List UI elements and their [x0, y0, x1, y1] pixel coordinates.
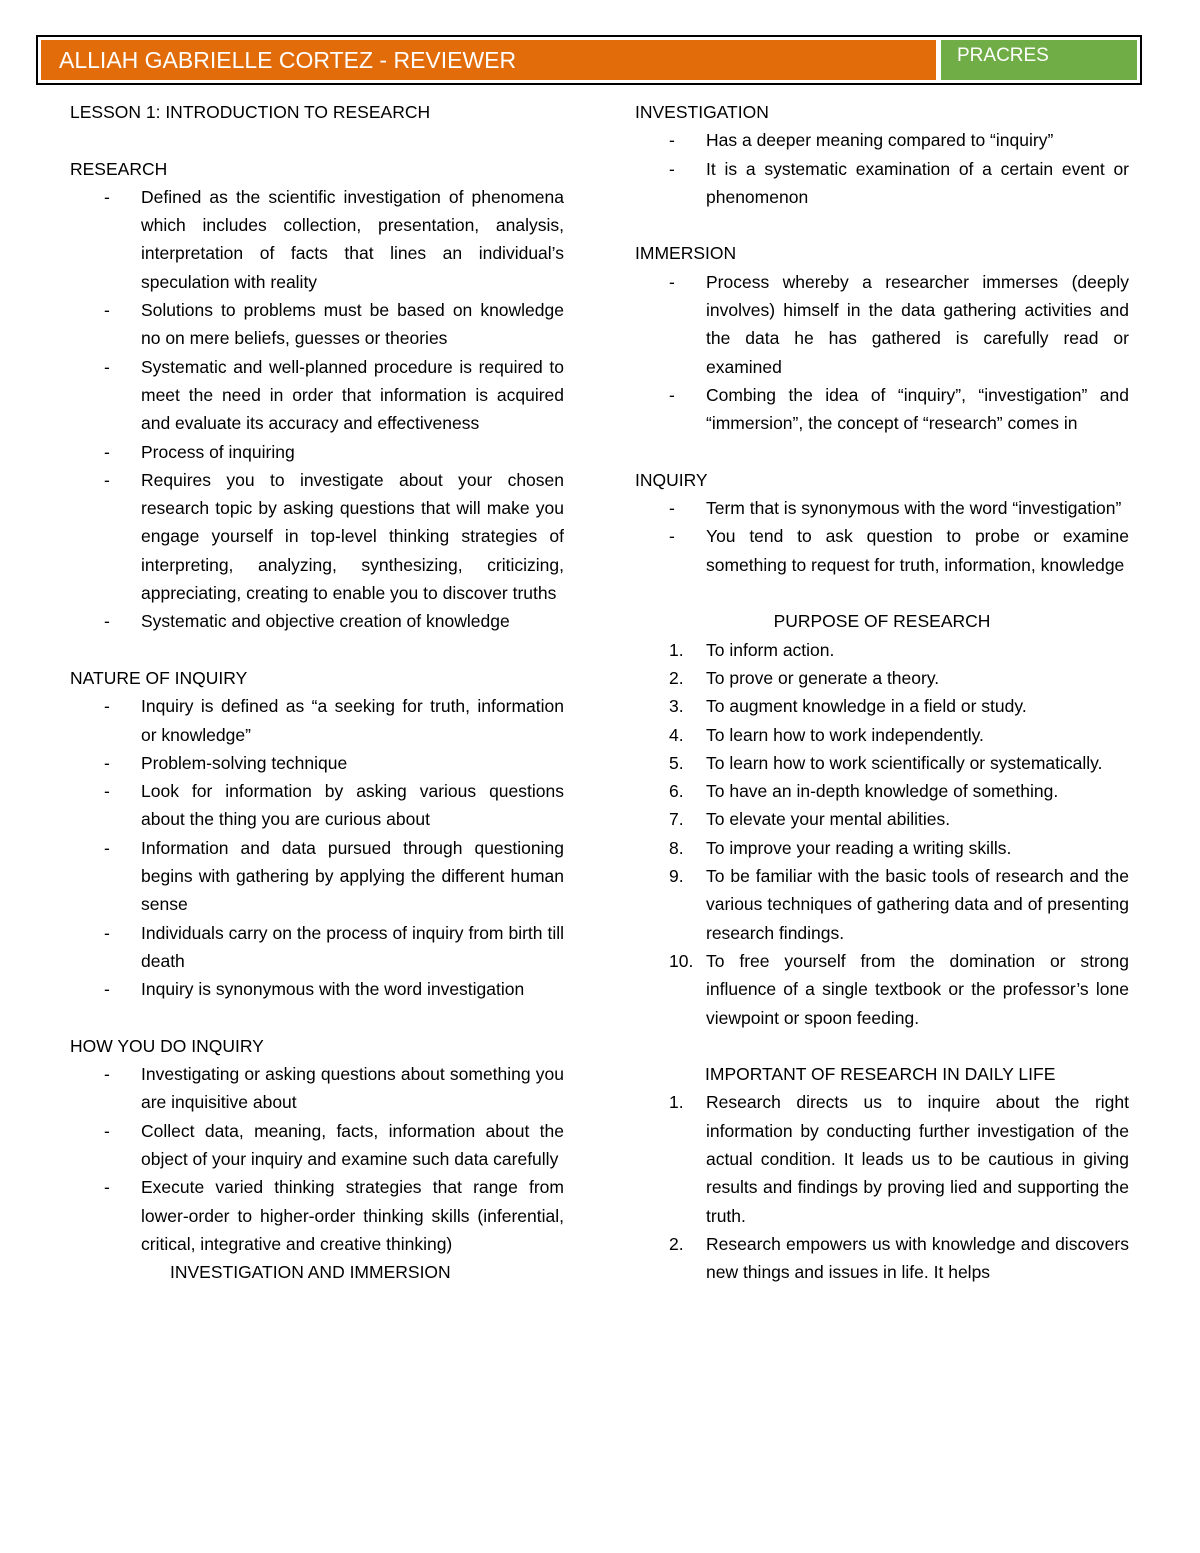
list-item: - Solutions to problems must be based on knowledge no on mere beliefs, guesses or theories: [70, 296, 564, 353]
section-heading-investigation: INVESTIGATION: [635, 102, 769, 122]
list-item: - Process whereby a researcher immerses (deeply involves) himself in the data gathering activities and the data he has gathered is carefully read or examined: [635, 268, 1129, 381]
item-text: To prove or generate a theory.: [706, 667, 940, 688]
list-item: [635, 862, 1129, 947]
important-list: [635, 1088, 1129, 1286]
list-item: - Systematic and objective creation of knowledge: [70, 607, 564, 635]
section-heading-purpose-of-research: PURPOSE OF RESEARCH: [773, 611, 991, 632]
item-text: To be familiar with the basic tools of research and the various techniques of gathering data and of presenting research findings.: [706, 866, 1129, 943]
list-item: - You tend to ask question to probe or examine something to request for truth, information, knowledge: [635, 522, 1129, 579]
item-number: 10.: [669, 950, 694, 971]
item-number: 6.: [669, 781, 684, 802]
item-number: 9.: [669, 866, 684, 887]
item-number: 5.: [669, 752, 684, 773]
section-heading-investigation-and-immersion: INVESTIGATION AND IMMERSION: [170, 1262, 451, 1283]
section-heading-important-of-research: IMPORTANT OF RESEARCH IN DAILY LIFE: [705, 1064, 1056, 1085]
list-item: - Term that is synonymous with the word “investigation”: [635, 494, 1129, 522]
list-item: - It is a systematic examination of a certain event or phenomenon: [635, 155, 1129, 212]
list-item: - Requires you to investigate about your chosen research topic by asking questions that will make you engage yourself in top-level thinking strategies of interpreting, analyzing, synthesizing, criticizing, appreciating, creating to enable you to discover truths: [70, 466, 564, 607]
list-item: - Combing the idea of “inquiry”, “investigation” and “immersion”, the concept of “research” comes in: [635, 381, 1129, 438]
list-item: - Look for information by asking various questions about the thing you are curious about: [70, 777, 564, 834]
list-item: [635, 947, 1129, 1032]
list-item: - Defined as the scientific investigation of phenomena which includes collection, presentation, analysis, interpretation of facts that lines an individual’s speculation with reality: [70, 183, 564, 296]
inquiry-list: [635, 494, 1129, 579]
item-text: To learn how to work scientifically or systematically.: [706, 752, 1103, 773]
item-text: To improve your reading a writing skills.: [706, 837, 1012, 858]
list-item: - Information and data pursued through questioning begins with gathering by applying the different human sense: [70, 834, 564, 919]
list-item: [635, 1088, 1129, 1229]
list-item: [635, 777, 1129, 805]
item-text: To augment knowledge in a field or study.: [706, 696, 1027, 717]
item-number: 8.: [669, 837, 684, 858]
list-item: [635, 834, 1129, 862]
list-item: [635, 749, 1129, 777]
lesson-title: LESSON 1: INTRODUCTION TO RESEARCH: [70, 102, 431, 122]
left-column: [70, 98, 564, 1286]
list-item: [635, 1230, 1129, 1287]
right-column: [635, 98, 1129, 1286]
section-heading-immersion: IMMERSION: [635, 243, 737, 264]
nature-list: [70, 692, 564, 1003]
list-item: - Inquiry is synonymous with the word investigation: [70, 975, 564, 1003]
item-number: 2.: [669, 667, 684, 688]
section-heading-nature-of-inquiry: NATURE OF INQUIRY: [70, 667, 248, 688]
how-list: [70, 1060, 564, 1258]
list-item: - Problem-solving technique: [70, 749, 564, 777]
subject-tag: PRACRES: [941, 40, 1137, 80]
section-heading-research: RESEARCH: [70, 158, 168, 179]
list-item: [635, 636, 1129, 664]
immersion-list: [635, 268, 1129, 438]
item-number: 2.: [669, 1233, 684, 1254]
section-heading-how-you-do-inquiry: HOW YOU DO INQUIRY: [70, 1035, 264, 1056]
list-item: [635, 721, 1129, 749]
list-item: - Inquiry is defined as “a seeking for truth, information or knowledge”: [70, 692, 564, 749]
item-text: Research empowers us with knowledge and discovers new things and issues in life. It helps: [706, 1233, 1129, 1283]
item-text: To learn how to work independently.: [706, 724, 984, 745]
page-header: [36, 35, 1142, 85]
item-text: To inform action.: [706, 639, 835, 660]
list-item: [635, 664, 1129, 692]
item-text: To have an in-depth knowledge of something.: [706, 781, 1059, 802]
list-item: [635, 805, 1129, 833]
item-number: 1.: [669, 639, 684, 660]
item-number: 7.: [669, 809, 684, 830]
list-item: - Individuals carry on the process of inquiry from birth till death: [70, 919, 564, 976]
item-text: Research directs us to inquire about the right information by conducting further investigation of the actual condition. It leads us to be cautious in giving results and findings by proving lied and supporting the truth.: [706, 1092, 1129, 1226]
item-number: 3.: [669, 696, 684, 717]
item-text: To elevate your mental abilities.: [706, 809, 951, 830]
section-heading-inquiry: INQUIRY: [635, 469, 708, 490]
list-item: - Process of inquiring: [70, 438, 564, 466]
item-number: 1.: [669, 1092, 684, 1113]
list-item: - Execute varied thinking strategies that range from lower-order to higher-order thinking skills (inferential, critical, integrative and creative thinking): [70, 1173, 564, 1258]
purpose-list: [635, 636, 1129, 1032]
list-item: - Investigating or asking questions about something you are inquisitive about: [70, 1060, 564, 1117]
research-list: [70, 183, 564, 636]
item-number: 4.: [669, 724, 684, 745]
item-text: To free yourself from the domination or strong influence of a single textbook or the professor’s lone viewpoint or spoon feeding.: [706, 950, 1129, 1028]
investigation-list: [635, 126, 1129, 211]
list-item: - Systematic and well-planned procedure is required to meet the need in order that information is acquired and evaluate its accuracy and effectiveness: [70, 353, 564, 438]
list-item: - Has a deeper meaning compared to “inquiry”: [635, 126, 1129, 154]
list-item: [635, 692, 1129, 720]
list-item: - Collect data, meaning, facts, information about the object of your inquiry and examine such data carefully: [70, 1117, 564, 1174]
reviewer-title: ALLIAH GABRIELLE CORTEZ - REVIEWER: [41, 40, 936, 80]
